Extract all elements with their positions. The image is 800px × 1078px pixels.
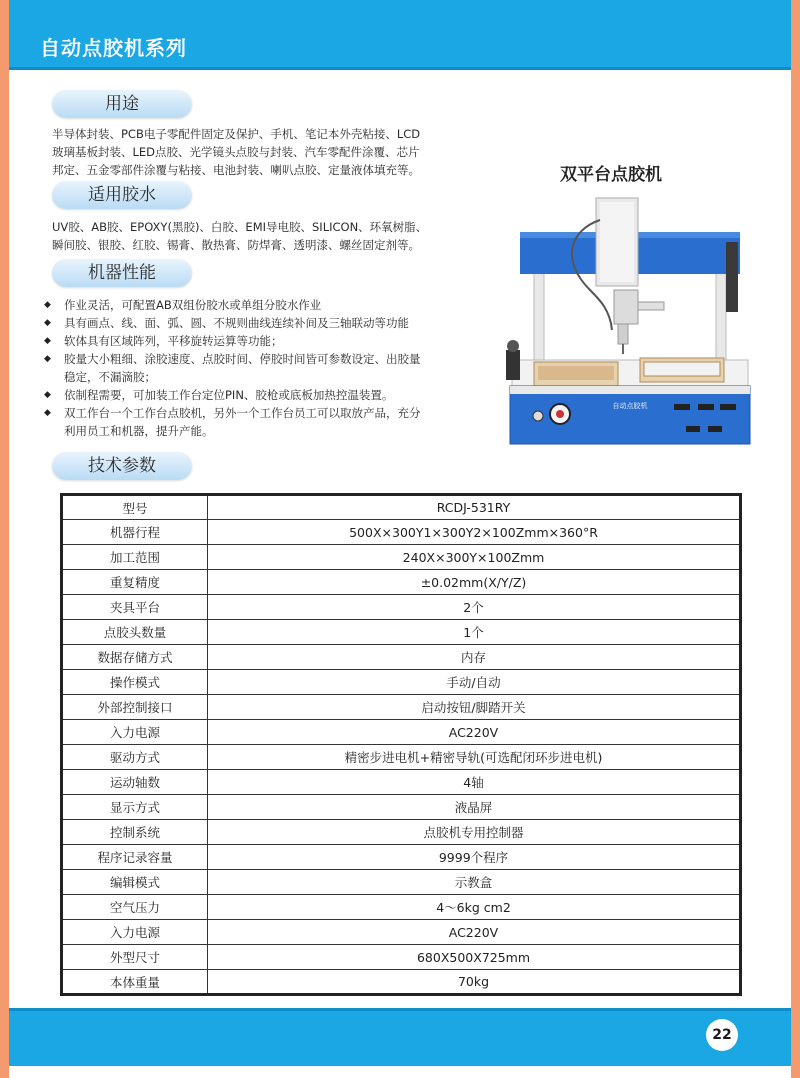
spec-value: 手动/自动 bbox=[208, 670, 741, 695]
spec-value: RCDJ-531RY bbox=[208, 495, 741, 520]
performance-item: ◆ 双工作台一个工作台点胶机，另外一个工作台员工可以取放产品，充分 利用员工和机器，提升产能。 bbox=[44, 406, 421, 438]
spec-value: 70kg bbox=[208, 970, 741, 995]
spec-key: 编辑模式 bbox=[62, 870, 208, 895]
spec-value: 内存 bbox=[208, 645, 741, 670]
spec-key: 数据存储方式 bbox=[62, 645, 208, 670]
spec-value: 2个 bbox=[208, 595, 741, 620]
page-number: 22 bbox=[706, 1019, 738, 1051]
usage-line: 玻璃基板封装、LED点胶、光学镜头点胶与封装、汽车零配件涂覆、芯片 bbox=[52, 145, 420, 159]
bullet-icon: ◆ bbox=[44, 336, 51, 346]
table-row bbox=[62, 595, 741, 620]
spec-key: 操作模式 bbox=[62, 670, 208, 695]
spec-key: 空气压力 bbox=[62, 895, 208, 920]
spec-key: 运动轴数 bbox=[62, 770, 208, 795]
spec-value: 240X×300Y×100Zmm bbox=[208, 545, 741, 570]
section-title-glue: 适用胶水 bbox=[52, 181, 192, 209]
spec-key: 外部控制接口 bbox=[62, 695, 208, 720]
table-row bbox=[62, 645, 741, 670]
table-row bbox=[62, 895, 741, 920]
bullet-icon: ◆ bbox=[44, 300, 51, 310]
spec-value: AC220V bbox=[208, 720, 741, 745]
machine-panel-label: 自动点胶机 bbox=[612, 402, 648, 410]
table-row bbox=[62, 770, 741, 795]
table-row bbox=[62, 520, 741, 545]
spec-table bbox=[60, 493, 742, 996]
bullet-icon: ◆ bbox=[44, 408, 51, 418]
spec-value: 液晶屏 bbox=[208, 795, 741, 820]
spec-key: 程序记录容量 bbox=[62, 845, 208, 870]
product-title: 双平台点胶机 bbox=[560, 165, 662, 185]
table-row bbox=[62, 795, 741, 820]
spec-key: 型号 bbox=[62, 495, 208, 520]
table-row bbox=[62, 820, 741, 845]
spec-value: ±0.02mm(X/Y/Z) bbox=[208, 570, 741, 595]
performance-item: ◆ 软体具有区域阵列，平移旋转运算等功能； bbox=[44, 334, 283, 348]
spec-value: 4轴 bbox=[208, 770, 741, 795]
bullet-icon: ◆ bbox=[44, 354, 51, 364]
spec-value: 启动按钮/脚踏开关 bbox=[208, 695, 741, 720]
spec-value: 680X500X725mm bbox=[208, 945, 741, 970]
table-row bbox=[62, 845, 741, 870]
table-row bbox=[62, 970, 741, 995]
dispensing-machine-image bbox=[500, 190, 760, 450]
performance-item: ◆ 作业灵活，可配置AB双组份胶水或单组分胶水作业 bbox=[44, 298, 322, 312]
spec-key: 入力电源 bbox=[62, 720, 208, 745]
spec-key: 机器行程 bbox=[62, 520, 208, 545]
spec-key: 加工范围 bbox=[62, 545, 208, 570]
spec-value: AC220V bbox=[208, 920, 741, 945]
table-row bbox=[62, 720, 741, 745]
spec-key: 重复精度 bbox=[62, 570, 208, 595]
table-row bbox=[62, 870, 741, 895]
footer-band bbox=[9, 1008, 791, 1066]
page-frame-left bbox=[0, 0, 9, 1078]
performance-list bbox=[40, 296, 490, 440]
usage-text bbox=[52, 125, 472, 179]
spec-key: 点胶头数量 bbox=[62, 620, 208, 645]
page-title: 自动点胶机系列 bbox=[40, 36, 187, 60]
spec-key: 入力电源 bbox=[62, 920, 208, 945]
table-row bbox=[62, 920, 741, 945]
table-row bbox=[62, 495, 741, 520]
table-row bbox=[62, 745, 741, 770]
performance-item: ◆ 依制程需要，可加装工作台定位PIN、胶枪或底板加热控温装置。 bbox=[44, 388, 394, 402]
spec-key: 控制系统 bbox=[62, 820, 208, 845]
spec-value: 500X×300Y1×300Y2×100Zmm×360°R bbox=[208, 520, 741, 545]
bullet-icon: ◆ bbox=[44, 390, 51, 400]
table-row bbox=[62, 695, 741, 720]
performance-item: ◆ 具有画点、线、面、弧、圆、不规则曲线连续补间及三轴联动等功能 bbox=[44, 316, 409, 330]
table-row bbox=[62, 945, 741, 970]
spec-value: 4～6kg cm2 bbox=[208, 895, 741, 920]
spec-value: 1个 bbox=[208, 620, 741, 645]
section-title-specs: 技术参数 bbox=[52, 452, 192, 480]
spec-value: 示教盒 bbox=[208, 870, 741, 895]
usage-line: 半导体封装、PCB电子零配件固定及保护、手机、笔记本外壳粘接、LCD bbox=[52, 127, 421, 141]
spec-value: 点胶机专用控制器 bbox=[208, 820, 741, 845]
table-row bbox=[62, 670, 741, 695]
spec-key: 显示方式 bbox=[62, 795, 208, 820]
section-title-usage: 用途 bbox=[52, 90, 192, 118]
spec-key: 外型尺寸 bbox=[62, 945, 208, 970]
spec-value: 精密步进电机+精密导轨(可选配闭环步进电机) bbox=[208, 745, 741, 770]
spec-value: 9999个程序 bbox=[208, 845, 741, 870]
performance-item: ◆ 胶量大小粗细、涂胶速度、点胶时间、停胶时间皆可参数设定、出胶量 稳定，不漏滴胶； bbox=[44, 352, 421, 384]
page-frame-right bbox=[791, 0, 800, 1078]
glue-line: 瞬间胶、银胶、红胶、锡膏、散热膏、防焊膏、透明漆、螺丝固定剂等。 bbox=[52, 238, 420, 252]
table-row bbox=[62, 620, 741, 645]
section-title-performance: 机器性能 bbox=[52, 259, 192, 287]
usage-line: 邦定、五金零部件涂覆与粘接、电池封装、喇叭点胶、定量液体填充等。 bbox=[52, 163, 420, 177]
glue-line: UV胶、AB胶、EPOXY(黑胶)、白胶、EMI导电胶、SILICON、环氧树脂、 bbox=[52, 220, 428, 234]
spec-key: 本体重量 bbox=[62, 970, 208, 995]
glue-text bbox=[52, 218, 472, 254]
table-row bbox=[62, 545, 741, 570]
bullet-icon: ◆ bbox=[44, 318, 51, 328]
table-row bbox=[62, 570, 741, 595]
spec-key: 夹具平台 bbox=[62, 595, 208, 620]
spec-key: 驱动方式 bbox=[62, 745, 208, 770]
